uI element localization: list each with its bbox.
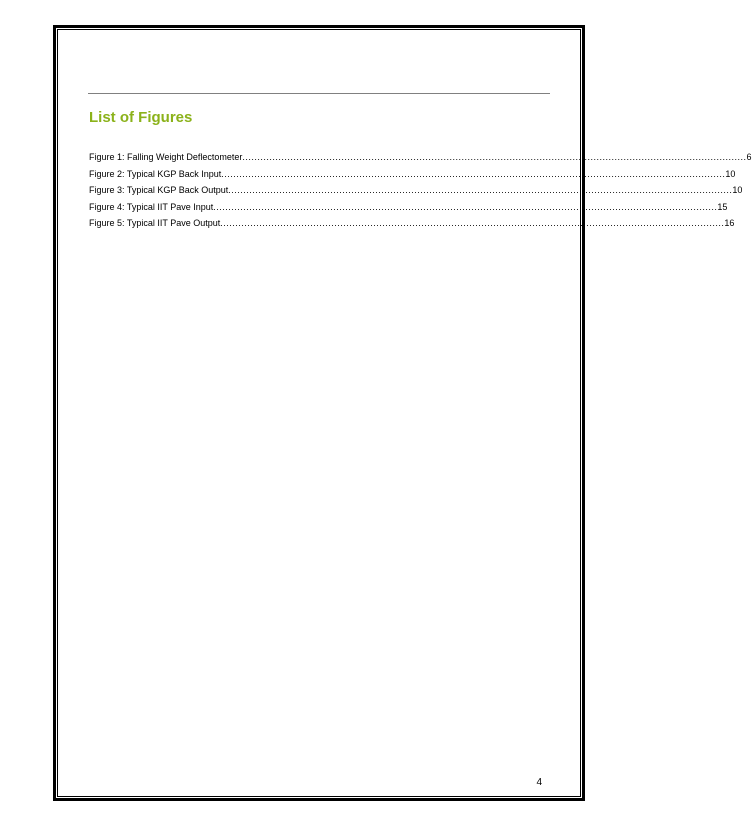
list-of-figures — [89, 149, 752, 232]
toc-entry-figure-4[interactable] — [89, 199, 728, 216]
toc-leader-dots: ........................................................................................................................................................................ — [228, 185, 733, 195]
toc-leader-dots: ........................................................................................................................................................................ — [242, 152, 747, 162]
toc-entry-page: 6 — [746, 152, 752, 162]
toc-entry-page: 16 — [724, 218, 735, 228]
toc-entry-label: Figure 2: Typical KGP Back Input — [89, 168, 222, 179]
toc-entry-figure-3[interactable] — [89, 182, 743, 199]
page-number: 4 — [536, 777, 542, 788]
toc-leader-dots: ........................................................................................................................................................................ — [213, 201, 718, 212]
toc-entry-page: 10 — [725, 168, 736, 179]
toc-entry-figure-2[interactable] — [89, 166, 736, 183]
list-of-figures-heading: List of Figures — [89, 109, 193, 126]
toc-leader-dots: ........................................................................................................................................................................ — [221, 168, 726, 179]
header-rule — [88, 93, 550, 94]
toc-entry-label: Figure 1: Falling Weight Deflectometer — [89, 152, 243, 162]
toc-leader-dots: ........................................................................................................................................................................ — [220, 218, 725, 228]
toc-entry-figure-1[interactable] — [89, 149, 752, 166]
toc-entry-label: Figure 5: Typical IIT Pave Output — [89, 218, 221, 228]
toc-entry-label: Figure 3: Typical KGP Back Output — [89, 185, 229, 195]
page-border-inner — [57, 29, 581, 797]
toc-entry-page: 10 — [732, 185, 743, 195]
toc-entry-page: 15 — [717, 201, 728, 212]
toc-entry-label: Figure 4: Typical IIT Pave Input — [89, 201, 214, 212]
toc-entry-figure-5[interactable] — [89, 215, 735, 232]
